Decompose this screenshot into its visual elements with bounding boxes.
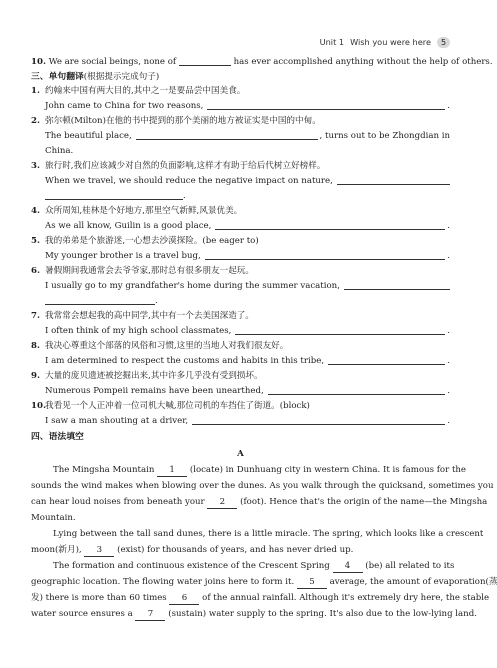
- page-header: [320, 37, 450, 48]
- item-continuation: China.: [45, 146, 74, 156]
- translation-item: [31, 234, 450, 249]
- translation-item: [31, 159, 450, 174]
- item-english-line: [31, 129, 450, 144]
- item-end-mark: .: [447, 221, 450, 231]
- passage-line: [31, 462, 467, 478]
- passage-line: [31, 558, 455, 574]
- item-english-after: , turns out to be Zhongdian in: [319, 131, 450, 141]
- answer-line[interactable]: [235, 334, 445, 335]
- passage-text: Mountain.: [31, 512, 76, 523]
- passage-line: [31, 526, 484, 542]
- item-english-start: When we travel, we should reduce the negative impact on nature,: [45, 176, 333, 186]
- item-end-mark: .: [183, 191, 186, 201]
- item-english-start: I usually go to my grandfather's home during the summer vacation,: [45, 281, 340, 291]
- passage-line: [31, 574, 497, 590]
- item-english-start: I often think of my high school classmates,: [45, 326, 232, 336]
- passage-text: sounds the wind makes when blowing over the dunes. As you walk through the quicksand, sometimes you: [31, 480, 494, 491]
- passage-text: moon(新月),: [31, 544, 85, 555]
- item-english-line: [31, 219, 450, 234]
- item-english-line: [31, 414, 450, 429]
- item-number: 5.: [31, 236, 40, 246]
- item-chinese-prompt: 众所周知,桂林是个好地方,那里空气新鲜,风景优美。: [45, 206, 243, 216]
- cloze-passage: [31, 462, 497, 622]
- passage-line: [31, 478, 494, 494]
- passage-text: (sustain) water supply to the spring. It's also due to the low-lying land.: [165, 608, 477, 619]
- cloze-blank-6[interactable]: 6: [169, 592, 199, 605]
- item-end-mark: .: [155, 296, 158, 306]
- passage-paragraph: [31, 526, 484, 558]
- item-number: 9.: [31, 371, 40, 381]
- item-end-mark: .: [447, 251, 450, 261]
- passage-label: A: [237, 448, 244, 459]
- passage-text: water source ensures a: [31, 608, 136, 619]
- item-end-mark: .: [447, 101, 450, 111]
- translation-item: [31, 114, 450, 129]
- worksheet-content: [31, 55, 497, 622]
- item-chinese-prompt: 我的弟弟是个旅游迷,一心想去沙漠探险。(be eager to): [45, 236, 259, 246]
- question-text-after: has ever accomplished anything without the help of others.: [233, 57, 493, 67]
- answer-blank[interactable]: [179, 56, 231, 66]
- item-number: 4.: [31, 206, 40, 216]
- item-number: 10.: [31, 401, 46, 411]
- item-english-line: [31, 354, 450, 369]
- section-hint: (根据提示完成句子): [83, 71, 160, 82]
- cloze-blank-1[interactable]: 1: [157, 464, 187, 477]
- section-heading-grammar: [31, 430, 450, 445]
- answer-line[interactable]: [205, 259, 446, 260]
- answer-line[interactable]: [192, 424, 445, 425]
- passage-text: 发) there is more than 60 times: [31, 592, 170, 603]
- item-english-line: [31, 279, 450, 294]
- passage-line: [31, 494, 488, 510]
- unit-label: Unit 1: [319, 36, 345, 47]
- translation-item: [31, 369, 450, 384]
- passage-line: [31, 510, 450, 526]
- answer-line[interactable]: [344, 289, 450, 290]
- passage-text: can hear loud noises from beneath your: [31, 496, 208, 507]
- translation-item: [31, 309, 450, 324]
- section-title: 三、单句翻译: [31, 71, 84, 82]
- item-number: 2.: [31, 116, 40, 126]
- question-10-fill-blank: [31, 55, 493, 70]
- passage-text: The Mingsha Mountain: [53, 464, 158, 475]
- passage-text: geographic location. The flowing water joins here to form it.: [31, 576, 297, 587]
- cloze-blank-7[interactable]: 7: [135, 608, 165, 621]
- translation-item: [31, 264, 450, 279]
- translation-item: [31, 399, 450, 414]
- section-title: 四、语法填空: [31, 432, 84, 442]
- unit-title: Wish you were here: [350, 36, 431, 47]
- answer-line[interactable]: [207, 109, 445, 110]
- cloze-blank-5[interactable]: 5: [297, 576, 327, 589]
- answer-line[interactable]: [136, 139, 318, 140]
- cloze-blank-3[interactable]: 3: [84, 544, 114, 557]
- item-chinese-prompt: 暑假期间我通常会去爷爷家,那时总有很多朋友一起玩。: [45, 266, 254, 276]
- passage-text: Lying between the tall sand dunes, there is a little miracle. The spring, which looks like a crescent: [53, 528, 484, 539]
- cloze-blank-4[interactable]: 4: [333, 560, 363, 573]
- item-english-start: I saw a man shouting at a driver,: [45, 416, 189, 426]
- passage-text: of the annual rainfall. Although it's extremely dry here, the stable: [199, 592, 490, 603]
- item-number: 6.: [31, 266, 40, 276]
- question-text-before: We are social beings, none of: [48, 57, 177, 67]
- translation-item: [31, 339, 450, 354]
- item-chinese-prompt: 旅行时,我们应该减少对自然的负面影响,这样才有助于给后代树立好榜样。: [45, 161, 326, 171]
- item-english-line: [31, 324, 450, 339]
- item-end-mark: .: [447, 356, 450, 366]
- passage-text: The formation and continuous existence of the Crescent Spring: [53, 560, 333, 571]
- answer-line[interactable]: [215, 229, 445, 230]
- passage-text: (locate) in Dunhuang city in western China. It is famous for the: [187, 464, 467, 475]
- item-end-mark: .: [447, 386, 450, 396]
- item-english-start: I am determined to respect the customs and habits in this tribe,: [45, 356, 325, 366]
- passage-text: average, the amount of evaporation(蒸: [326, 576, 497, 587]
- item-chinese-prompt: 大量的庞贝遗迹被挖掘出来,其中许多几乎没有受到损坏。: [45, 371, 263, 381]
- item-chinese-prompt: 约翰来中国有两大目的,其中之一是要品尝中国美食。: [45, 86, 246, 96]
- translation-item: [31, 204, 450, 219]
- item-end-mark: .: [447, 326, 450, 336]
- answer-line-continued[interactable]: [45, 190, 183, 200]
- item-number: 1.: [31, 86, 40, 96]
- page-number-badge: 5: [437, 37, 450, 48]
- item-english-line: [31, 99, 450, 114]
- item-chinese-prompt: 我决心尊重这个部落的风俗和习惯,这里的当地人对我们很友好。: [45, 341, 289, 351]
- passage-text: (be) all related to its: [362, 560, 455, 571]
- section-heading-translation: [31, 70, 450, 85]
- item-english-line: [31, 174, 450, 189]
- item-english-line: [31, 249, 450, 264]
- passage-line: [31, 590, 490, 606]
- item-english-line: [31, 384, 450, 399]
- item-chinese-prompt: 我看见一个人正冲着一位司机大喊,那位司机的车挡住了街道。(block): [45, 401, 310, 411]
- item-chinese-prompt: 弥尔顿(Milton)在他的书中提到的那个美丽的地方被证实是中国的中甸。: [45, 116, 321, 126]
- passage-line: [31, 606, 477, 622]
- item-chinese-prompt: 我常常会想起我的高中同学,其中有一个去美国深造了。: [45, 311, 254, 321]
- item-number: 7.: [31, 311, 40, 321]
- cloze-blank-2[interactable]: 2: [207, 496, 237, 509]
- item-english-start: Numerous Pompeii remains have been unearthed,: [45, 386, 264, 396]
- item-english-start: My younger brother is a travel bug,: [45, 251, 201, 261]
- item-continuation: [31, 294, 450, 309]
- item-english-start: John came to China for two reasons,: [45, 101, 204, 111]
- passage-paragraph: [31, 462, 494, 526]
- answer-line[interactable]: [328, 364, 445, 365]
- item-number: 8.: [31, 341, 40, 351]
- passage-line: [31, 542, 450, 558]
- passage-text: (exist) for thousands of years, and has never dried up.: [114, 544, 354, 555]
- item-english-start: The beautiful place,: [45, 131, 132, 141]
- passage-text: (foot). Hence that's the origin of the name—the Mingsha: [237, 496, 488, 507]
- question-number: 10.: [31, 57, 46, 67]
- item-number: 3.: [31, 161, 40, 171]
- item-end-mark: .: [447, 416, 450, 426]
- answer-line-continued[interactable]: [45, 295, 155, 305]
- translation-item: [31, 84, 450, 99]
- answer-line[interactable]: [337, 184, 450, 185]
- item-english-start: As we all know, Guilin is a good place,: [45, 221, 212, 231]
- answer-line[interactable]: [268, 394, 446, 395]
- item-continuation: [31, 189, 450, 204]
- passage-paragraph: [31, 558, 497, 622]
